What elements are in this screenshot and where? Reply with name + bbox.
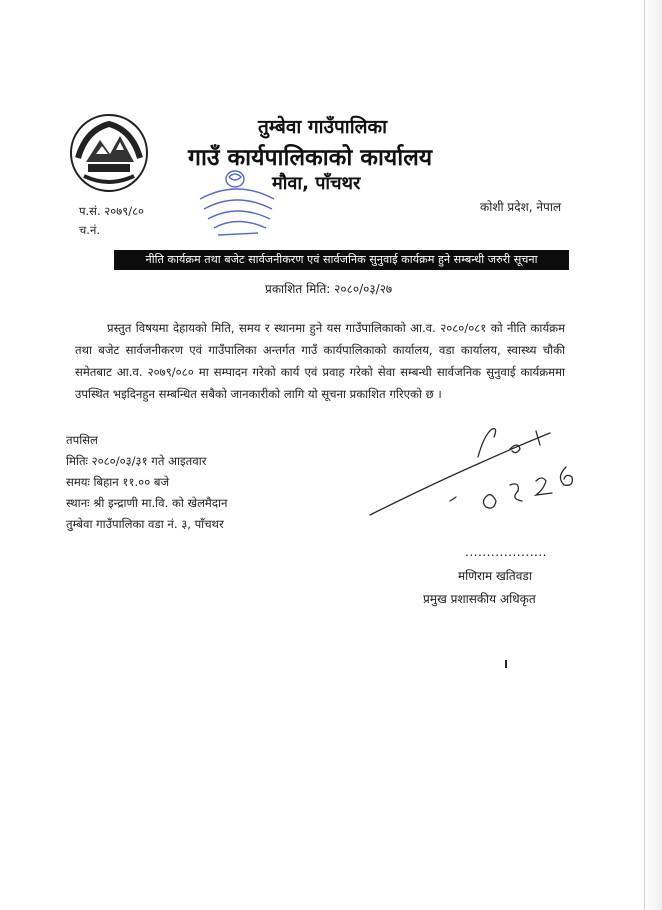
- page-edge-shadow: [644, 0, 662, 910]
- notice-body-paragraph: प्रस्तुत विषयमा देहायको मिति, समय र स्थानमा हुने यस गाउँपालिकाको आ.व. २०८०/०८१ को नीति कार्यक्रम तथा बजेट सार्वजनीकरण एवं गाउँपालिका अन्तर्गत गाउँ कार्यपालिकाको कार्यालय, वडा कार्यालय, स्वास्थ्य चौकी समेतबाट आ.व. २०७९/०८० मा सम्पादन गरेको कार्य एवं प्रवाह गरेको सेवा सम्बन्धी सार्वजनिक सुनुवाई कार्यक्रममा उपस्थित भइदिनहुन सम्बन्धित सबैको जानकारीको लागि यो सूचना प्रकाशित गरिएको छ ।: [75, 321, 565, 401]
- event-address: तुम्बेवा गाउँपालिका वडा नं. ३, पाँचथर: [66, 517, 224, 531]
- stray-mark: [505, 660, 507, 668]
- office-location: मौवा, पाँचथर: [272, 173, 361, 194]
- notice-title-banner: नीति कार्यक्रम तथा बजेट सार्वजनीकरण एवं सार्वजनिक सुनुवाई कार्यक्रम हुने सम्बन्धी जरुरी सूचना: [114, 250, 569, 270]
- published-date: प्रकाशित मिति: २०८०/०३/२७: [265, 282, 393, 296]
- handwritten-signature: [360, 415, 600, 525]
- page-edge-line: [644, 0, 645, 910]
- event-venue: स्थानः श्री इन्द्राणी मा.वि. को खेलमैदान: [66, 496, 228, 510]
- event-details: [66, 430, 227, 535]
- reference-number: प.सं. २०७९/८०: [79, 204, 145, 218]
- office-name: गाउँ कार्यपालिकाको कार्यालय: [188, 145, 433, 171]
- signer-title: प्रमुख प्रशासकीय अधिकृत: [423, 592, 536, 606]
- office-seal-stamp: [192, 165, 282, 237]
- dispatch-number: च.नं.: [79, 223, 100, 237]
- event-time: समयः बिहान ११.०० बजे: [66, 475, 170, 489]
- province-address: कोशी प्रदेश, नेपाल: [480, 200, 562, 214]
- municipality-name: तुम्बेवा गाउँपालिका: [258, 116, 388, 138]
- event-date: मितिः २०८०/०३/३१ गते आइतवार: [66, 454, 207, 468]
- details-heading: तपसिल: [66, 433, 98, 447]
- signature-dots: ...................: [465, 545, 547, 559]
- signer-name: मणिराम खतिवडा: [458, 569, 532, 583]
- nepal-emblem-icon: [66, 110, 152, 196]
